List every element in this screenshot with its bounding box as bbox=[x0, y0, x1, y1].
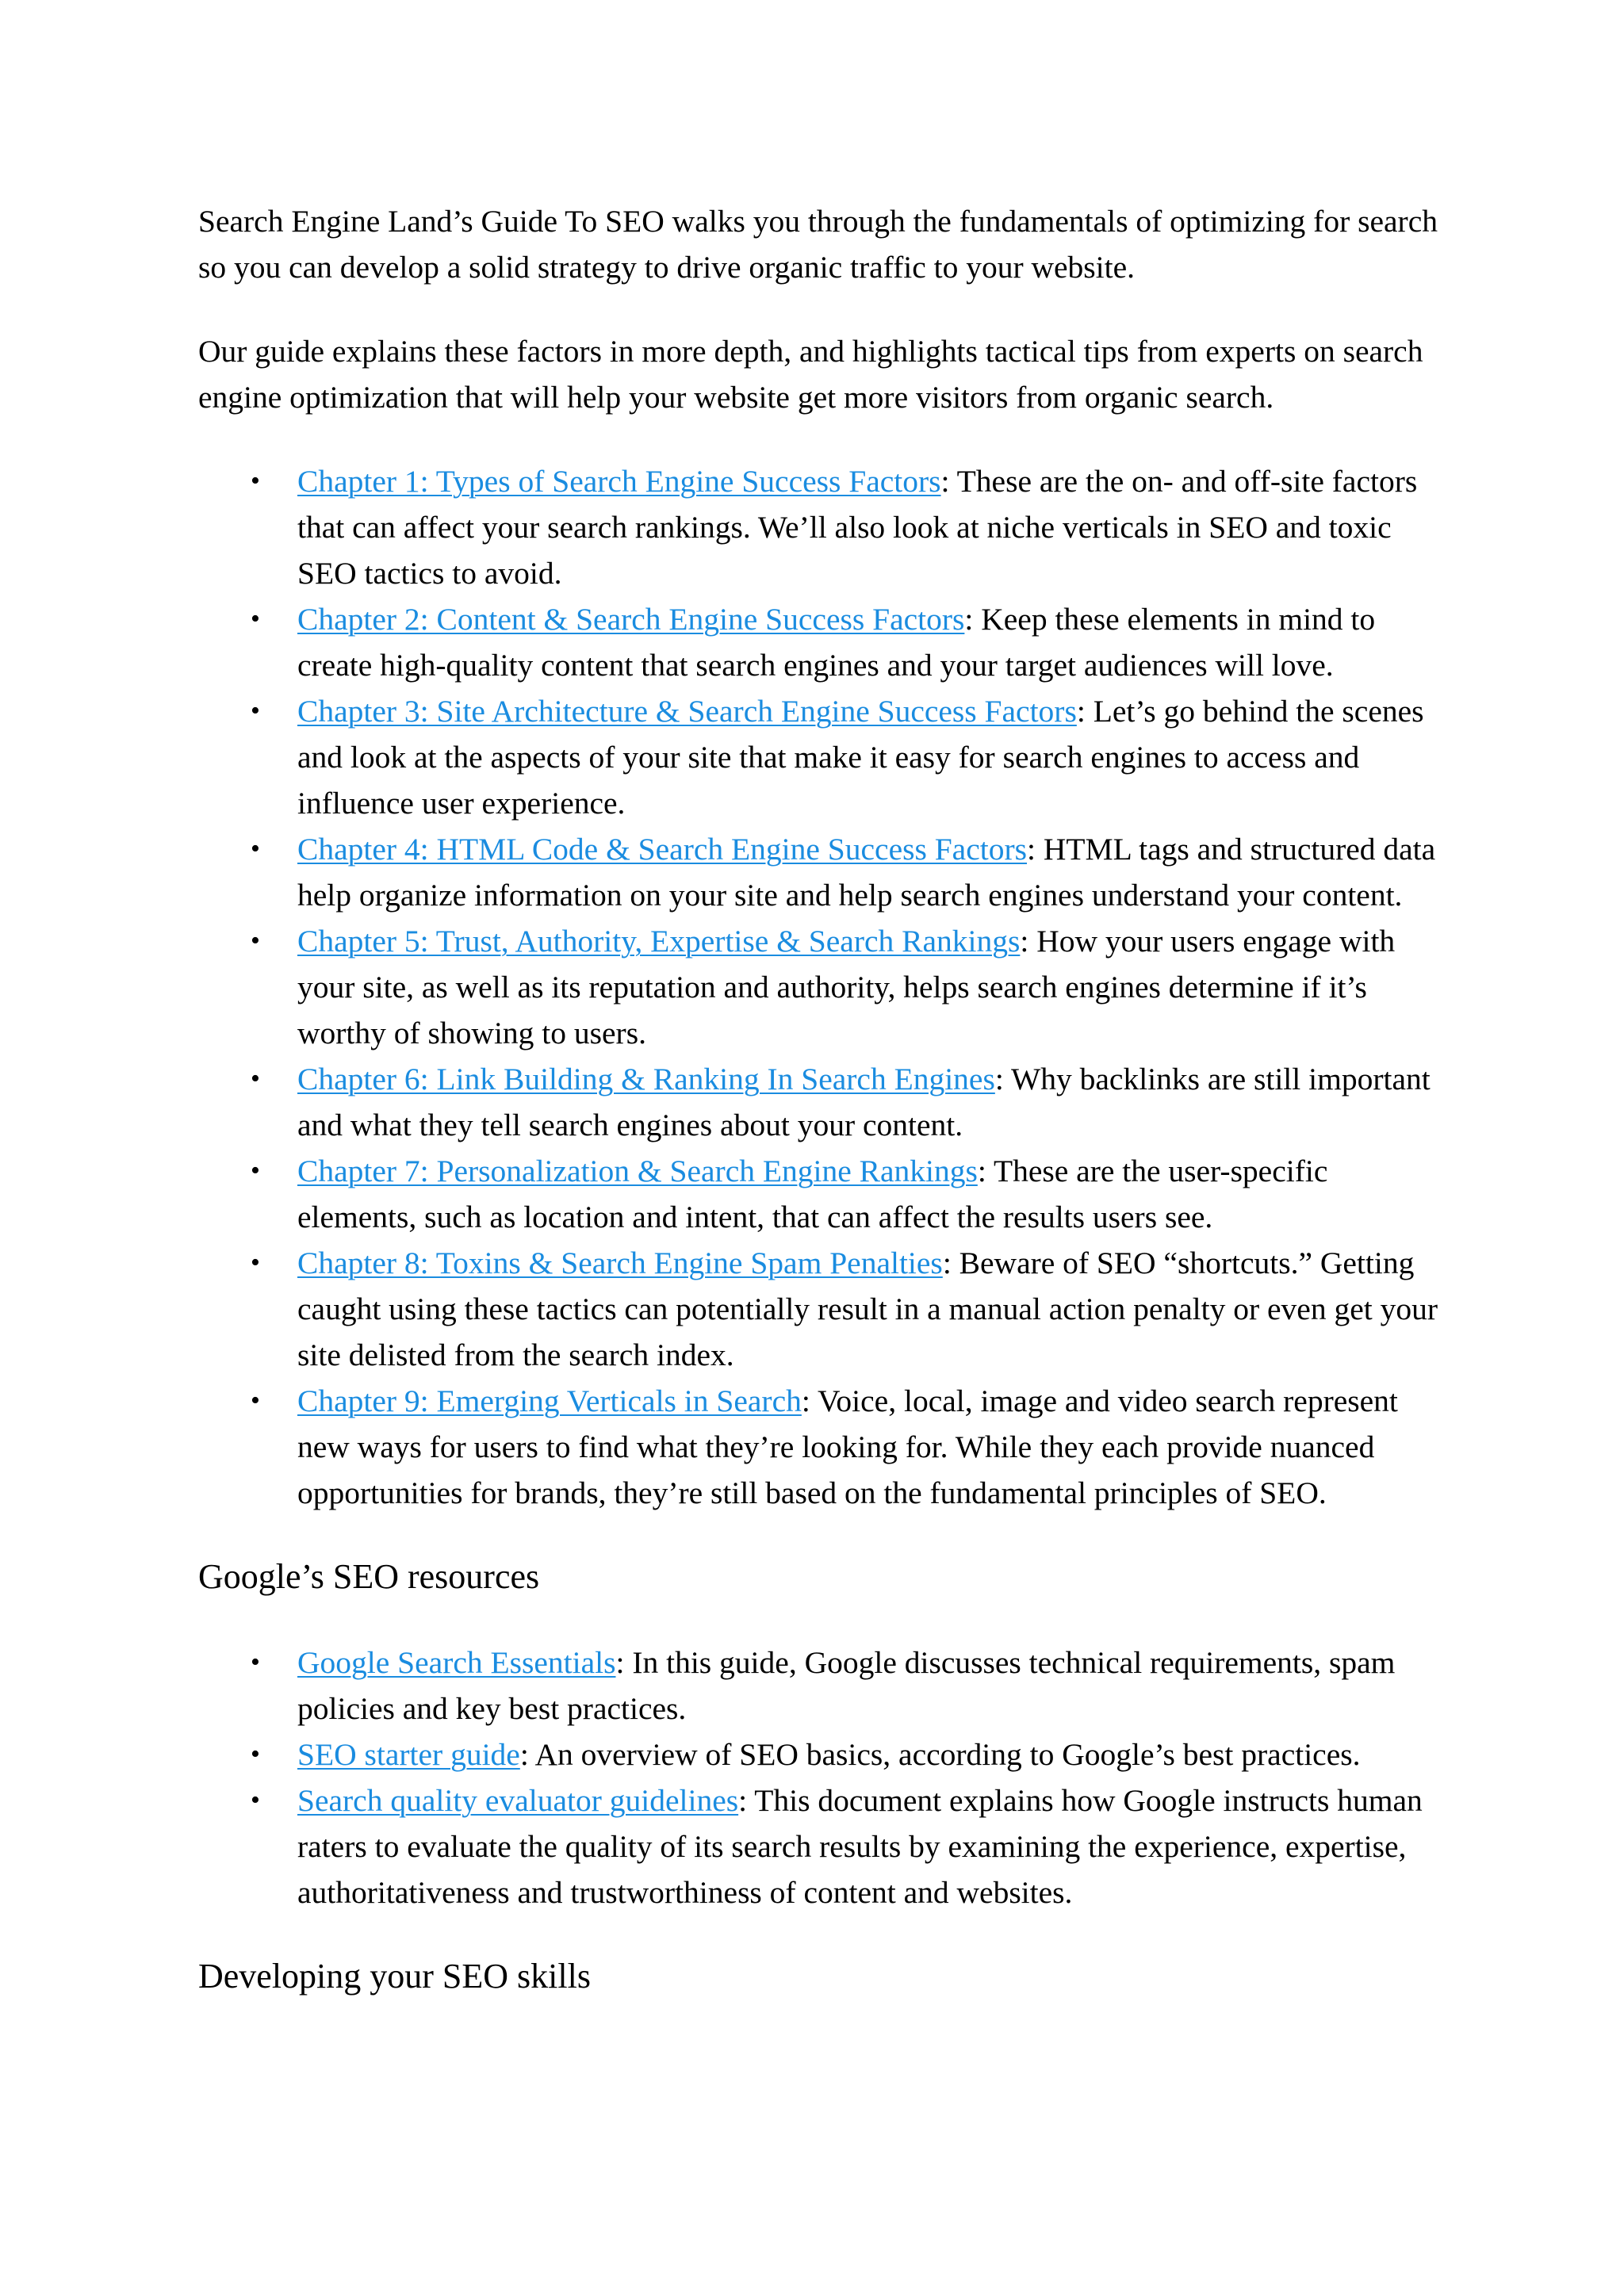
chapter-1-link[interactable]: Chapter 1: Types of Search Engine Success Factors bbox=[297, 464, 941, 499]
chapter-2-description: : Keep these elements in mind to create high-quality content that search engines and your target audiences will love. bbox=[297, 602, 1376, 683]
chapter-6-link[interactable]: Chapter 6: Link Building & Ranking In Search Engines bbox=[297, 1062, 995, 1096]
google-resources-list bbox=[198, 1640, 1443, 1915]
bullet-icon: • bbox=[251, 1064, 260, 1093]
chapter-7-link[interactable]: Chapter 7: Personalization & Search Engine Rankings bbox=[297, 1154, 978, 1188]
search-essentials-link[interactable]: Google Search Essentials bbox=[297, 1645, 616, 1680]
chapter-item-1 bbox=[251, 458, 1443, 596]
bullet-icon: • bbox=[251, 926, 260, 955]
chapter-item-3 bbox=[251, 688, 1443, 826]
starter-guide-link[interactable]: SEO starter guide bbox=[297, 1737, 520, 1772]
chapter-5-link[interactable]: Chapter 5: Trust, Authority, Expertise & Search Rankings bbox=[297, 924, 1021, 959]
search-essentials-description: : In this guide, Google discusses technical requirements, spam policies and key best practices. bbox=[297, 1645, 1396, 1726]
chapter-4-description: : HTML tags and structured data help organize information on your site and help search engines understand your content. bbox=[297, 832, 1436, 913]
quality-guidelines-link[interactable]: Search quality evaluator guidelines bbox=[297, 1783, 739, 1818]
chapter-item-8 bbox=[251, 1240, 1443, 1378]
bullet-icon: • bbox=[251, 1739, 260, 1769]
chapter-item-7 bbox=[251, 1148, 1443, 1240]
chapter-item-9 bbox=[251, 1378, 1443, 1516]
resource-item-starter-guide bbox=[251, 1732, 1443, 1777]
chapter-9-description: : Voice, local, image and video search represent new ways for users to find what they’re looking for. While they each provide nuanced opportunities for brands, they’re still based on the fundamental principles of SEO. bbox=[297, 1383, 1398, 1510]
chapter-4-link[interactable]: Chapter 4: HTML Code & Search Engine Success Factors bbox=[297, 832, 1027, 867]
bullet-icon: • bbox=[251, 1248, 260, 1277]
chapter-1-description: : These are the on- and off-site factors that can affect your search rankings. We’ll also look at niche verticals in SEO and toxic SEO tactics to avoid. bbox=[297, 464, 1418, 591]
quality-guidelines-description: : This document explains how Google instructs human raters to evaluate the quality of its search results by examining the experience, expertise, authoritativeness and trustworthiness of content and websites. bbox=[297, 1783, 1423, 1910]
chapter-3-description: : Let’s go behind the scenes and look at the aspects of your site that make it easy for search engines to access and influence user experience. bbox=[297, 694, 1424, 821]
bullet-icon: • bbox=[251, 696, 260, 725]
bullet-icon: • bbox=[251, 466, 260, 496]
chapter-item-2 bbox=[251, 596, 1443, 688]
chapter-item-6 bbox=[251, 1056, 1443, 1148]
chapter-8-description: : Beware of SEO “shortcuts.” Getting caught using these tactics can potentially result in a manual action penalty or even get your site delisted from the search index. bbox=[297, 1246, 1438, 1372]
chapter-6-description: : Why backlinks are still important and what they tell search engines about your content. bbox=[297, 1062, 1431, 1142]
resource-item-quality-guidelines bbox=[251, 1777, 1443, 1915]
chapter-7-description: : These are the user-specific elements, such as location and intent, that can affect the results users see. bbox=[297, 1154, 1328, 1234]
bullet-icon: • bbox=[251, 604, 260, 633]
chapter-3-link[interactable]: Chapter 3: Site Architecture & Search Engine Success Factors bbox=[297, 694, 1077, 729]
google-resources-heading: Google’s SEO resources bbox=[198, 1557, 540, 1596]
chapter-8-link[interactable]: Chapter 8: Toxins & Search Engine Spam Penalties bbox=[297, 1246, 943, 1280]
intro-paragraph-2: Our guide explains these factors in more depth, and highlights tactical tips from experts on search engine optimization that will help your website get more visitors from organic search. bbox=[198, 334, 1423, 415]
bullet-icon: • bbox=[251, 1785, 260, 1815]
intro-paragraph-1: Search Engine Land’s Guide To SEO walks you through the fundamentals of optimizing for search so you can develop a solid strategy to drive organic traffic to your website. bbox=[198, 204, 1438, 285]
seo-skills-heading: Developing your SEO skills bbox=[198, 1957, 591, 1996]
chapter-5-description: : How your users engage with your site, as well as its reputation and authority, helps search engines determine if it’s worthy of showing to users. bbox=[297, 924, 1396, 1050]
bullet-icon: • bbox=[251, 1156, 260, 1185]
chapter-item-4 bbox=[251, 826, 1443, 918]
chapter-9-link[interactable]: Chapter 9: Emerging Verticals in Search bbox=[297, 1383, 802, 1418]
chapter-2-link[interactable]: Chapter 2: Content & Search Engine Success Factors bbox=[297, 602, 965, 637]
starter-guide-description: : An overview of SEO basics, according to Google’s best practices. bbox=[519, 1737, 1361, 1772]
document-page bbox=[198, 198, 1443, 2039]
bullet-icon: • bbox=[251, 834, 260, 863]
chapter-item-5 bbox=[251, 918, 1443, 1056]
bullet-icon: • bbox=[251, 1647, 260, 1677]
resource-item-search-essentials bbox=[251, 1640, 1443, 1732]
bullet-icon: • bbox=[251, 1386, 260, 1415]
chapter-list bbox=[198, 458, 1443, 1516]
